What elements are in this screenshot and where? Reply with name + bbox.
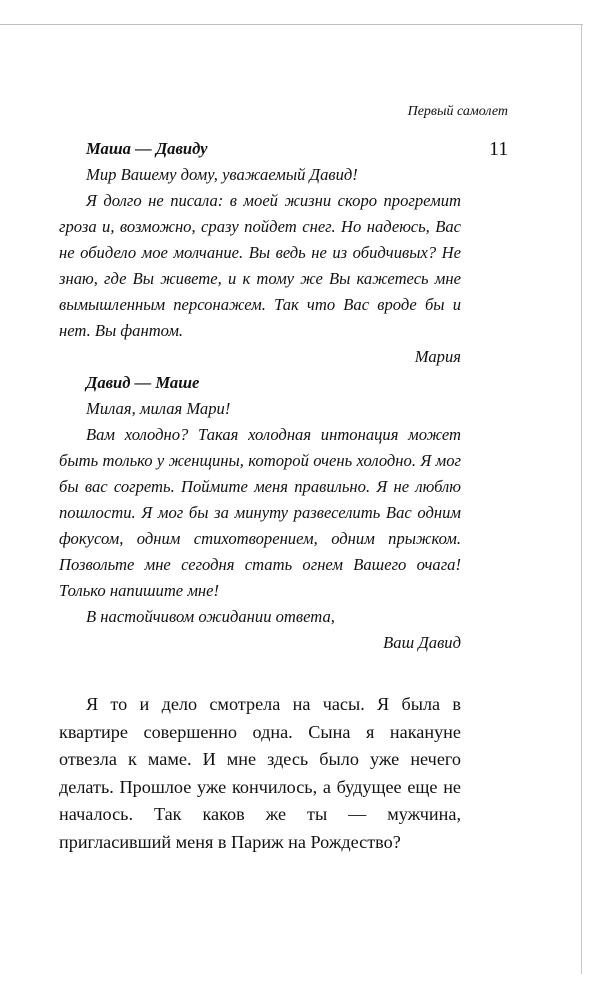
page-number: 11	[489, 138, 509, 160]
narrative-section	[59, 691, 461, 856]
letter1-greeting: Мир Вашему дому, уважаемый Давид!	[86, 165, 358, 184]
running-head: Первый самолет	[407, 104, 508, 119]
letters-section	[59, 136, 461, 656]
letter2-heading: Давид — Маше	[86, 373, 200, 392]
letter1-heading: Маша — Давиду	[86, 139, 208, 158]
letter2-signature: Ваш Давид	[383, 633, 461, 652]
letter2-closing: В настойчивом ожидании ответа,	[86, 607, 335, 626]
letter1-signature: Мария	[414, 347, 461, 366]
letter2-body: Вам холодно? Такая холодная интонация может быть только у женщины, которой очень холодно. Я мог бы вас согреть. Поймите меня правильно. Я не люблю пошлости. Я мог бы за минуту развеселить Вас одним фокусом, одним стихотворением, одним прыжком. Позвольте мне сегодня стать огнем Вашего очага! Только напишите мне!	[59, 425, 461, 600]
letter1-body: Я долго не писала: в моей жизни скоро прогремит гроза и, возможно, сразу пойдет снег. Но надеюсь, Вас не обидело мое молчание. Вы ведь не из обидчивых? Не знаю, где Вы живете, и к тому же Вы кажетесь мне вымышленным персонажем. Так что Вас вроде бы и нет. Вы фантом.	[59, 191, 461, 340]
page-top-border	[0, 24, 583, 25]
letter2-greeting: Милая, милая Мари!	[86, 399, 231, 418]
narrative-paragraph: Я то и дело смотрела на часы. Я была в квартире совершенно одна. Сына я накануне отвезла к маме. И мне здесь было уже нечего делать. Прошлое уже кончилось, а будущее еще не началось. Так каков же ты — мужчина, пригласивший меня в Париж на Рождество?	[59, 694, 461, 852]
page-right-border	[581, 24, 582, 974]
